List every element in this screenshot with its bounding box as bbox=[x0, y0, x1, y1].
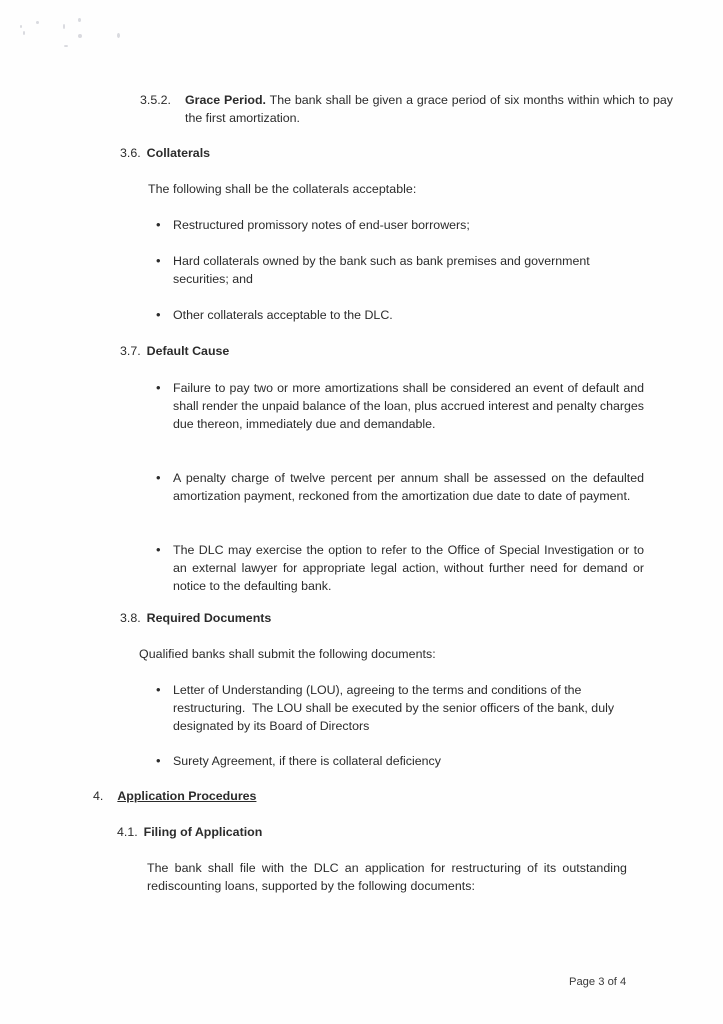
bullet-icon: • bbox=[156, 470, 161, 485]
heading-4-1-number: 4.1. bbox=[117, 825, 138, 839]
bullet-icon: • bbox=[156, 542, 161, 557]
bullet-3-6-1 bbox=[156, 216, 643, 234]
bullet-3-7-2 bbox=[156, 469, 644, 505]
bullet-3-6-3-text: Other collaterals acceptable to the DLC. bbox=[173, 308, 393, 322]
clause-3-5-2-body: The bank shall be given a grace period of six months within which to pay the first amortization. bbox=[185, 93, 673, 126]
heading-3-6-label: Collaterals bbox=[146, 146, 211, 160]
bullet-3-6-2-text: Hard collaterals owned by the bank such as bank premises and government securities; and bbox=[173, 254, 590, 287]
bullet-3-7-1-text: Failure to pay two or more amortizations shall be considered an event of default and shall render the unpaid balance of the loan, plus accrued interest and penalty charges due thereon, immediately due and demandable. bbox=[173, 381, 644, 432]
page-footer: Page 3 of 4 bbox=[569, 976, 627, 988]
bullet-3-6-2 bbox=[156, 252, 645, 288]
heading-3-6 bbox=[120, 144, 210, 162]
bullet-icon: • bbox=[156, 307, 161, 322]
bullet-icon: • bbox=[156, 253, 161, 268]
clause-3-5-2 bbox=[140, 91, 673, 127]
bullet-icon: • bbox=[156, 753, 161, 768]
heading-4-1-label: Filing of Application bbox=[143, 825, 263, 839]
heading-4 bbox=[93, 787, 256, 805]
heading-4-number: 4. bbox=[93, 789, 104, 803]
heading-3-8-number: 3.8. bbox=[120, 611, 141, 625]
bullet-3-6-3 bbox=[156, 306, 643, 324]
clause-3-5-2-label: Grace Period. bbox=[185, 93, 266, 107]
bullet-3-8-1 bbox=[156, 681, 644, 736]
heading-4-1 bbox=[117, 823, 262, 841]
heading-3-7-number: 3.7. bbox=[120, 344, 141, 358]
heading-3-8-label: Required Documents bbox=[146, 611, 272, 625]
heading-4-label: Application Procedures bbox=[117, 789, 257, 803]
heading-3-6-number: 3.6. bbox=[120, 146, 141, 160]
bullet-3-7-2-text: A penalty charge of twelve percent per annum shall be assessed on the defaulted amortization payment, reckoned from the amortization due date to date of payment. bbox=[173, 471, 644, 504]
clause-3-5-2-text bbox=[185, 91, 673, 127]
paragraph-3-8-lead: Qualified banks shall submit the following documents: bbox=[139, 647, 436, 661]
clause-3-5-2-number: 3.5.2. bbox=[140, 93, 172, 107]
bullet-icon: • bbox=[156, 217, 161, 232]
bullet-3-8-2-text: Surety Agreement, if there is collateral deficiency bbox=[173, 754, 441, 768]
heading-3-7 bbox=[120, 342, 229, 360]
bullet-3-8-2 bbox=[156, 752, 644, 770]
bullet-3-6-1-text: Restructured promissory notes of end-user borrowers; bbox=[173, 218, 470, 232]
bullet-icon: • bbox=[156, 380, 161, 395]
bullet-3-8-1-text: Letter of Understanding (LOU), agreeing to the terms and conditions of the restructuring. The LOU shall be executed by the senior officers of the bank, duly designated by its Board of Directors bbox=[173, 683, 618, 734]
paragraph-4-1-text: The bank shall file with the DLC an application for restructuring of its outstanding rediscounting loans, supported by the following documents: bbox=[147, 861, 627, 894]
bullet-icon: • bbox=[156, 682, 161, 697]
bullet-3-7-1 bbox=[156, 379, 644, 434]
heading-3-8 bbox=[120, 609, 271, 627]
scan-artifact-speckles bbox=[0, 0, 220, 70]
bullet-3-7-3-text: The DLC may exercise the option to refer to the Office of Special Investigation or to an external lawyer for appropriate legal action, without further need for demand or notice to the defaulting bank. bbox=[173, 543, 644, 594]
bullet-3-7-3 bbox=[156, 541, 644, 596]
paragraph-3-6-lead: The following shall be the collaterals acceptable: bbox=[148, 182, 417, 196]
heading-3-7-label: Default Cause bbox=[146, 344, 230, 358]
